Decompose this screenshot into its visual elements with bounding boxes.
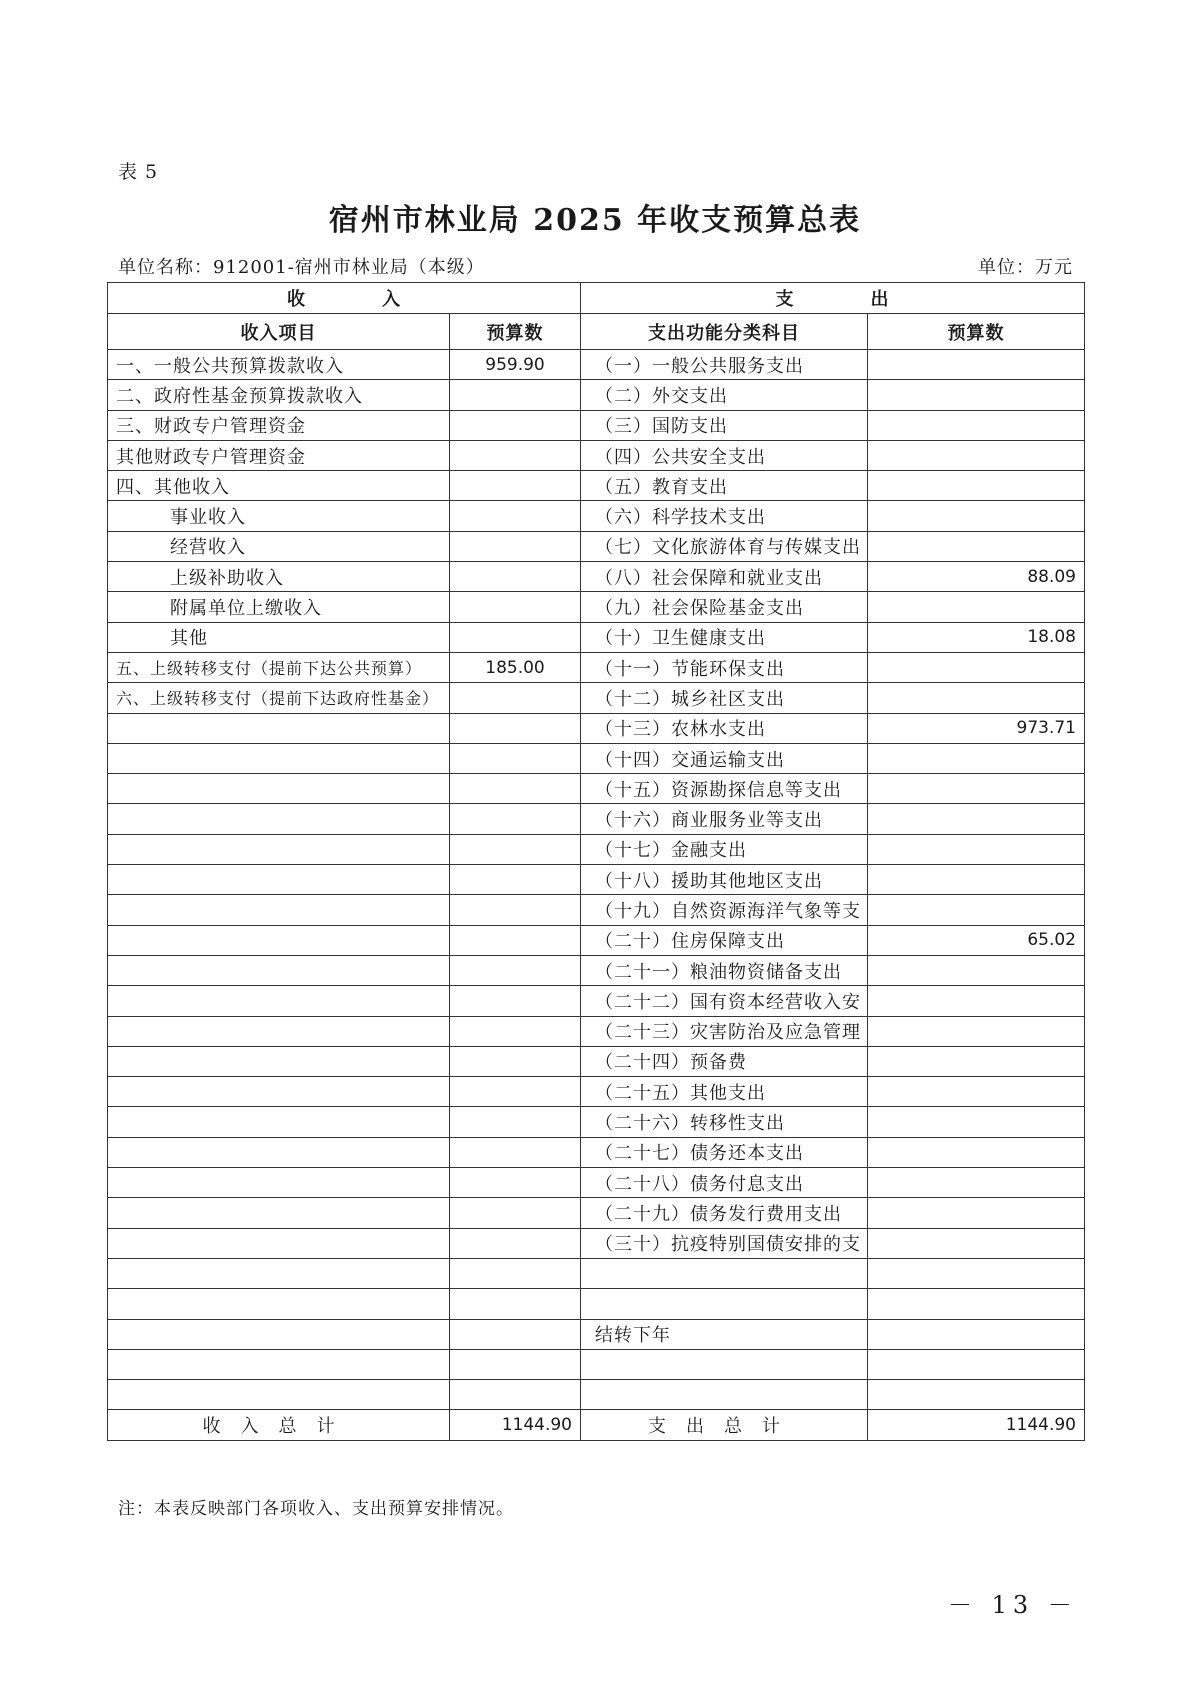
table-body: [108, 350, 1085, 1410]
expense-item-cell: （二十八）债务付息支出: [581, 1168, 868, 1198]
expense-budget-cell: [868, 1349, 1085, 1379]
table-row: [108, 531, 1085, 561]
expense-item-cell: [581, 1380, 868, 1410]
income-item-cell: 二、政府性基金预算拨款收入: [108, 380, 450, 410]
table-row: [108, 925, 1085, 955]
table-row: [108, 652, 1085, 682]
footnote: 注：本表反映部门各项收入、支出预算安排情况。: [118, 1499, 514, 1519]
expense-item-cell: （二）外交支出: [581, 380, 868, 410]
income-budget-cell: [450, 380, 581, 410]
expense-item-cell: [581, 1289, 868, 1319]
income-budget-cell: [450, 562, 581, 592]
table-row: [108, 834, 1085, 864]
table-row: [108, 1380, 1085, 1410]
expense-budget-cell: [868, 1198, 1085, 1228]
income-item-cell: 附属单位上缴收入: [108, 592, 450, 622]
table-row: [108, 1228, 1085, 1258]
expense-budget-cell: [868, 895, 1085, 925]
income-item-cell: [108, 774, 450, 804]
income-item-cell: [108, 1137, 450, 1167]
income-item-cell: 经营收入: [108, 531, 450, 561]
income-item-cell: 三、财政专户管理资金: [108, 410, 450, 440]
col-income-budget: 预算数: [450, 314, 581, 350]
table-row: [108, 622, 1085, 652]
income-budget-cell: [450, 683, 581, 713]
income-budget-cell: [450, 1198, 581, 1228]
expense-budget-cell: [868, 1077, 1085, 1107]
expense-total-value: 1144.90: [868, 1410, 1085, 1440]
unit-name: 单位名称：912001-宿州市林业局（本级）: [118, 257, 485, 278]
income-budget-cell: [450, 955, 581, 985]
income-budget-cell: [450, 1258, 581, 1288]
expense-item-cell: （十一）节能环保支出: [581, 652, 868, 682]
expense-item-cell: （二十一）粮油物资储备支出: [581, 955, 868, 985]
income-budget-cell: [450, 531, 581, 561]
expense-budget-cell: 973.71: [868, 713, 1085, 743]
unit-label: 单位：万元: [978, 257, 1073, 278]
expense-budget-cell: [868, 410, 1085, 440]
income-budget-cell: [450, 986, 581, 1016]
expense-item-cell: （十七）金融支出: [581, 834, 868, 864]
expense-item-cell: （十二）城乡社区支出: [581, 683, 868, 713]
expense-budget-cell: [868, 1319, 1085, 1349]
income-item-cell: 六、上级转移支付（提前下达政府性基金）: [108, 683, 450, 713]
expense-budget-cell: [868, 865, 1085, 895]
expense-item-cell: （十三）农林水支出: [581, 713, 868, 743]
expense-item-cell: [581, 1258, 868, 1288]
income-item-cell: [108, 895, 450, 925]
table-row: [108, 986, 1085, 1016]
table-row: [108, 562, 1085, 592]
expense-item-cell: （十八）援助其他地区支出: [581, 865, 868, 895]
income-item-cell: [108, 743, 450, 773]
expense-item-cell: （十六）商业服务业等支出: [581, 804, 868, 834]
table-row: [108, 501, 1085, 531]
income-budget-cell: [450, 743, 581, 773]
expense-budget-cell: 65.02: [868, 925, 1085, 955]
income-budget-cell: [450, 774, 581, 804]
table-row: [108, 592, 1085, 622]
expense-budget-cell: [868, 501, 1085, 531]
expense-item-cell: （九）社会保险基金支出: [581, 592, 868, 622]
income-budget-cell: [450, 1077, 581, 1107]
income-item-cell: 其他: [108, 622, 450, 652]
income-budget-cell: [450, 501, 581, 531]
expense-budget-cell: [868, 380, 1085, 410]
expense-total-label: 支出总计: [581, 1410, 868, 1440]
income-budget-cell: [450, 1289, 581, 1319]
table-row: [108, 743, 1085, 773]
expense-item-cell: 结转下年: [581, 1319, 868, 1349]
income-item-cell: 一、一般公共预算拨款收入: [108, 350, 450, 380]
expense-item-cell: （五）教育支出: [581, 471, 868, 501]
col-expense-budget: 预算数: [868, 314, 1085, 350]
income-budget-cell: [450, 865, 581, 895]
table-row: [108, 713, 1085, 743]
table-row: [108, 410, 1085, 440]
expense-budget-cell: [868, 1016, 1085, 1046]
expense-budget-cell: [868, 834, 1085, 864]
expense-item-cell: （二十五）其他支出: [581, 1077, 868, 1107]
income-item-cell: [108, 1107, 450, 1137]
expense-budget-cell: 88.09: [868, 562, 1085, 592]
expense-budget-cell: [868, 804, 1085, 834]
income-item-cell: [108, 1289, 450, 1319]
income-item-cell: [108, 1198, 450, 1228]
header-group-row: [108, 283, 1085, 314]
income-budget-cell: [450, 1168, 581, 1198]
expense-item-cell: （二十六）转移性支出: [581, 1107, 868, 1137]
expense-item-cell: （四）公共安全支出: [581, 440, 868, 470]
table-row: [108, 1168, 1085, 1198]
table-row: [108, 440, 1085, 470]
table-row: [108, 1319, 1085, 1349]
table-row: [108, 1289, 1085, 1319]
expense-item-cell: （一）一般公共服务支出: [581, 350, 868, 380]
expense-budget-cell: [868, 440, 1085, 470]
income-budget-cell: [450, 410, 581, 440]
table-row: [108, 1258, 1085, 1288]
income-budget-cell: 959.90: [450, 350, 581, 380]
expense-budget-cell: [868, 1107, 1085, 1137]
income-budget-cell: [450, 1137, 581, 1167]
income-item-cell: 五、上级转移支付（提前下达公共预算）: [108, 652, 450, 682]
expense-budget-cell: [868, 592, 1085, 622]
income-item-cell: [108, 1380, 450, 1410]
table-row: [108, 1198, 1085, 1228]
income-item-cell: 四、其他收入: [108, 471, 450, 501]
income-item-cell: [108, 1258, 450, 1288]
expense-budget-cell: [868, 1289, 1085, 1319]
income-item-cell: [108, 986, 450, 1016]
page-number: － 13 －: [948, 1591, 1078, 1619]
expense-item-cell: （十四）交通运输支出: [581, 743, 868, 773]
expense-budget-cell: [868, 1046, 1085, 1076]
table-row: [108, 804, 1085, 834]
expense-item-cell: （三十）抗疫特别国债安排的支: [581, 1228, 868, 1258]
expense-budget-cell: [868, 1168, 1085, 1198]
expense-item-cell: （八）社会保障和就业支出: [581, 562, 868, 592]
expense-budget-cell: [868, 683, 1085, 713]
table-row: [108, 895, 1085, 925]
income-budget-cell: [450, 925, 581, 955]
expense-budget-cell: [868, 1258, 1085, 1288]
expense-item-cell: （六）科学技术支出: [581, 501, 868, 531]
income-budget-cell: [450, 622, 581, 652]
income-item-cell: 其他财政专户管理资金: [108, 440, 450, 470]
meta-row: [118, 253, 1073, 279]
income-total-value: 1144.90: [450, 1410, 581, 1440]
col-income-item: 收入项目: [108, 314, 450, 350]
income-budget-cell: [450, 1107, 581, 1137]
expense-budget-cell: [868, 1137, 1085, 1167]
expense-item-cell: （二十四）预备费: [581, 1046, 868, 1076]
expense-item-cell: （二十三）灾害防治及应急管理: [581, 1016, 868, 1046]
header-expense: 支 出: [581, 283, 1085, 314]
table-row: [108, 1137, 1085, 1167]
expense-item-cell: （十）卫生健康支出: [581, 622, 868, 652]
table-row: [108, 865, 1085, 895]
income-item-cell: [108, 804, 450, 834]
expense-budget-cell: [868, 1380, 1085, 1410]
income-budget-cell: [450, 1016, 581, 1046]
expense-budget-cell: [868, 471, 1085, 501]
table-row: [108, 1077, 1085, 1107]
table-row: [108, 1107, 1085, 1137]
page-title: 宿州市林业局 2025 年收支预算总表: [328, 203, 862, 238]
header-column-row: [108, 314, 1085, 350]
table-row: [108, 955, 1085, 985]
income-budget-cell: [450, 804, 581, 834]
table-row: [108, 1349, 1085, 1379]
table-row: [108, 1046, 1085, 1076]
expense-item-cell: （二十七）债务还本支出: [581, 1137, 868, 1167]
expense-item-cell: （二十二）国有资本经营收入安: [581, 986, 868, 1016]
income-item-cell: [108, 713, 450, 743]
income-item-cell: [108, 865, 450, 895]
expense-item-cell: （二十）住房保障支出: [581, 925, 868, 955]
expense-item-cell: （十九）自然资源海洋气象等支: [581, 895, 868, 925]
income-budget-cell: [450, 471, 581, 501]
header-income: 收 入: [108, 283, 581, 314]
income-budget-cell: [450, 713, 581, 743]
expense-item-cell: （七）文化旅游体育与传媒支出: [581, 531, 868, 561]
income-item-cell: [108, 955, 450, 985]
table-row: [108, 350, 1085, 380]
income-item-cell: [108, 1077, 450, 1107]
total-row: [108, 1410, 1085, 1440]
expense-budget-cell: [868, 1228, 1085, 1258]
expense-budget-cell: 18.08: [868, 622, 1085, 652]
income-item-cell: [108, 1016, 450, 1046]
expense-item-cell: （三）国防支出: [581, 410, 868, 440]
income-total-label: 收入总计: [108, 1410, 450, 1440]
expense-item-cell: [581, 1349, 868, 1379]
income-item-cell: [108, 1168, 450, 1198]
income-budget-cell: [450, 1046, 581, 1076]
expense-budget-cell: [868, 955, 1085, 985]
income-item-cell: 上级补助收入: [108, 562, 450, 592]
income-budget-cell: [450, 1380, 581, 1410]
income-budget-cell: [450, 440, 581, 470]
income-budget-cell: [450, 1228, 581, 1258]
income-budget-cell: [450, 1319, 581, 1349]
income-item-cell: [108, 925, 450, 955]
income-item-cell: 事业收入: [108, 501, 450, 531]
expense-budget-cell: [868, 350, 1085, 380]
table-row: [108, 1016, 1085, 1046]
income-budget-cell: 185.00: [450, 652, 581, 682]
table-row: [108, 380, 1085, 410]
expense-item-cell: （十五）资源勘探信息等支出: [581, 774, 868, 804]
table-label: 表 5: [118, 161, 159, 183]
col-expense-item: 支出功能分类科目: [581, 314, 868, 350]
expense-budget-cell: [868, 986, 1085, 1016]
table-row: [108, 774, 1085, 804]
expense-budget-cell: [868, 743, 1085, 773]
table-row: [108, 471, 1085, 501]
income-budget-cell: [450, 834, 581, 864]
expense-budget-cell: [868, 531, 1085, 561]
income-item-cell: [108, 1319, 450, 1349]
income-item-cell: [108, 1228, 450, 1258]
budget-table: [107, 282, 1085, 1441]
expense-item-cell: （二十九）债务发行费用支出: [581, 1198, 868, 1228]
income-item-cell: [108, 1349, 450, 1379]
income-item-cell: [108, 834, 450, 864]
table-row: [108, 683, 1085, 713]
income-budget-cell: [450, 592, 581, 622]
expense-budget-cell: [868, 652, 1085, 682]
income-budget-cell: [450, 1349, 581, 1379]
income-budget-cell: [450, 895, 581, 925]
expense-budget-cell: [868, 774, 1085, 804]
income-item-cell: [108, 1046, 450, 1076]
